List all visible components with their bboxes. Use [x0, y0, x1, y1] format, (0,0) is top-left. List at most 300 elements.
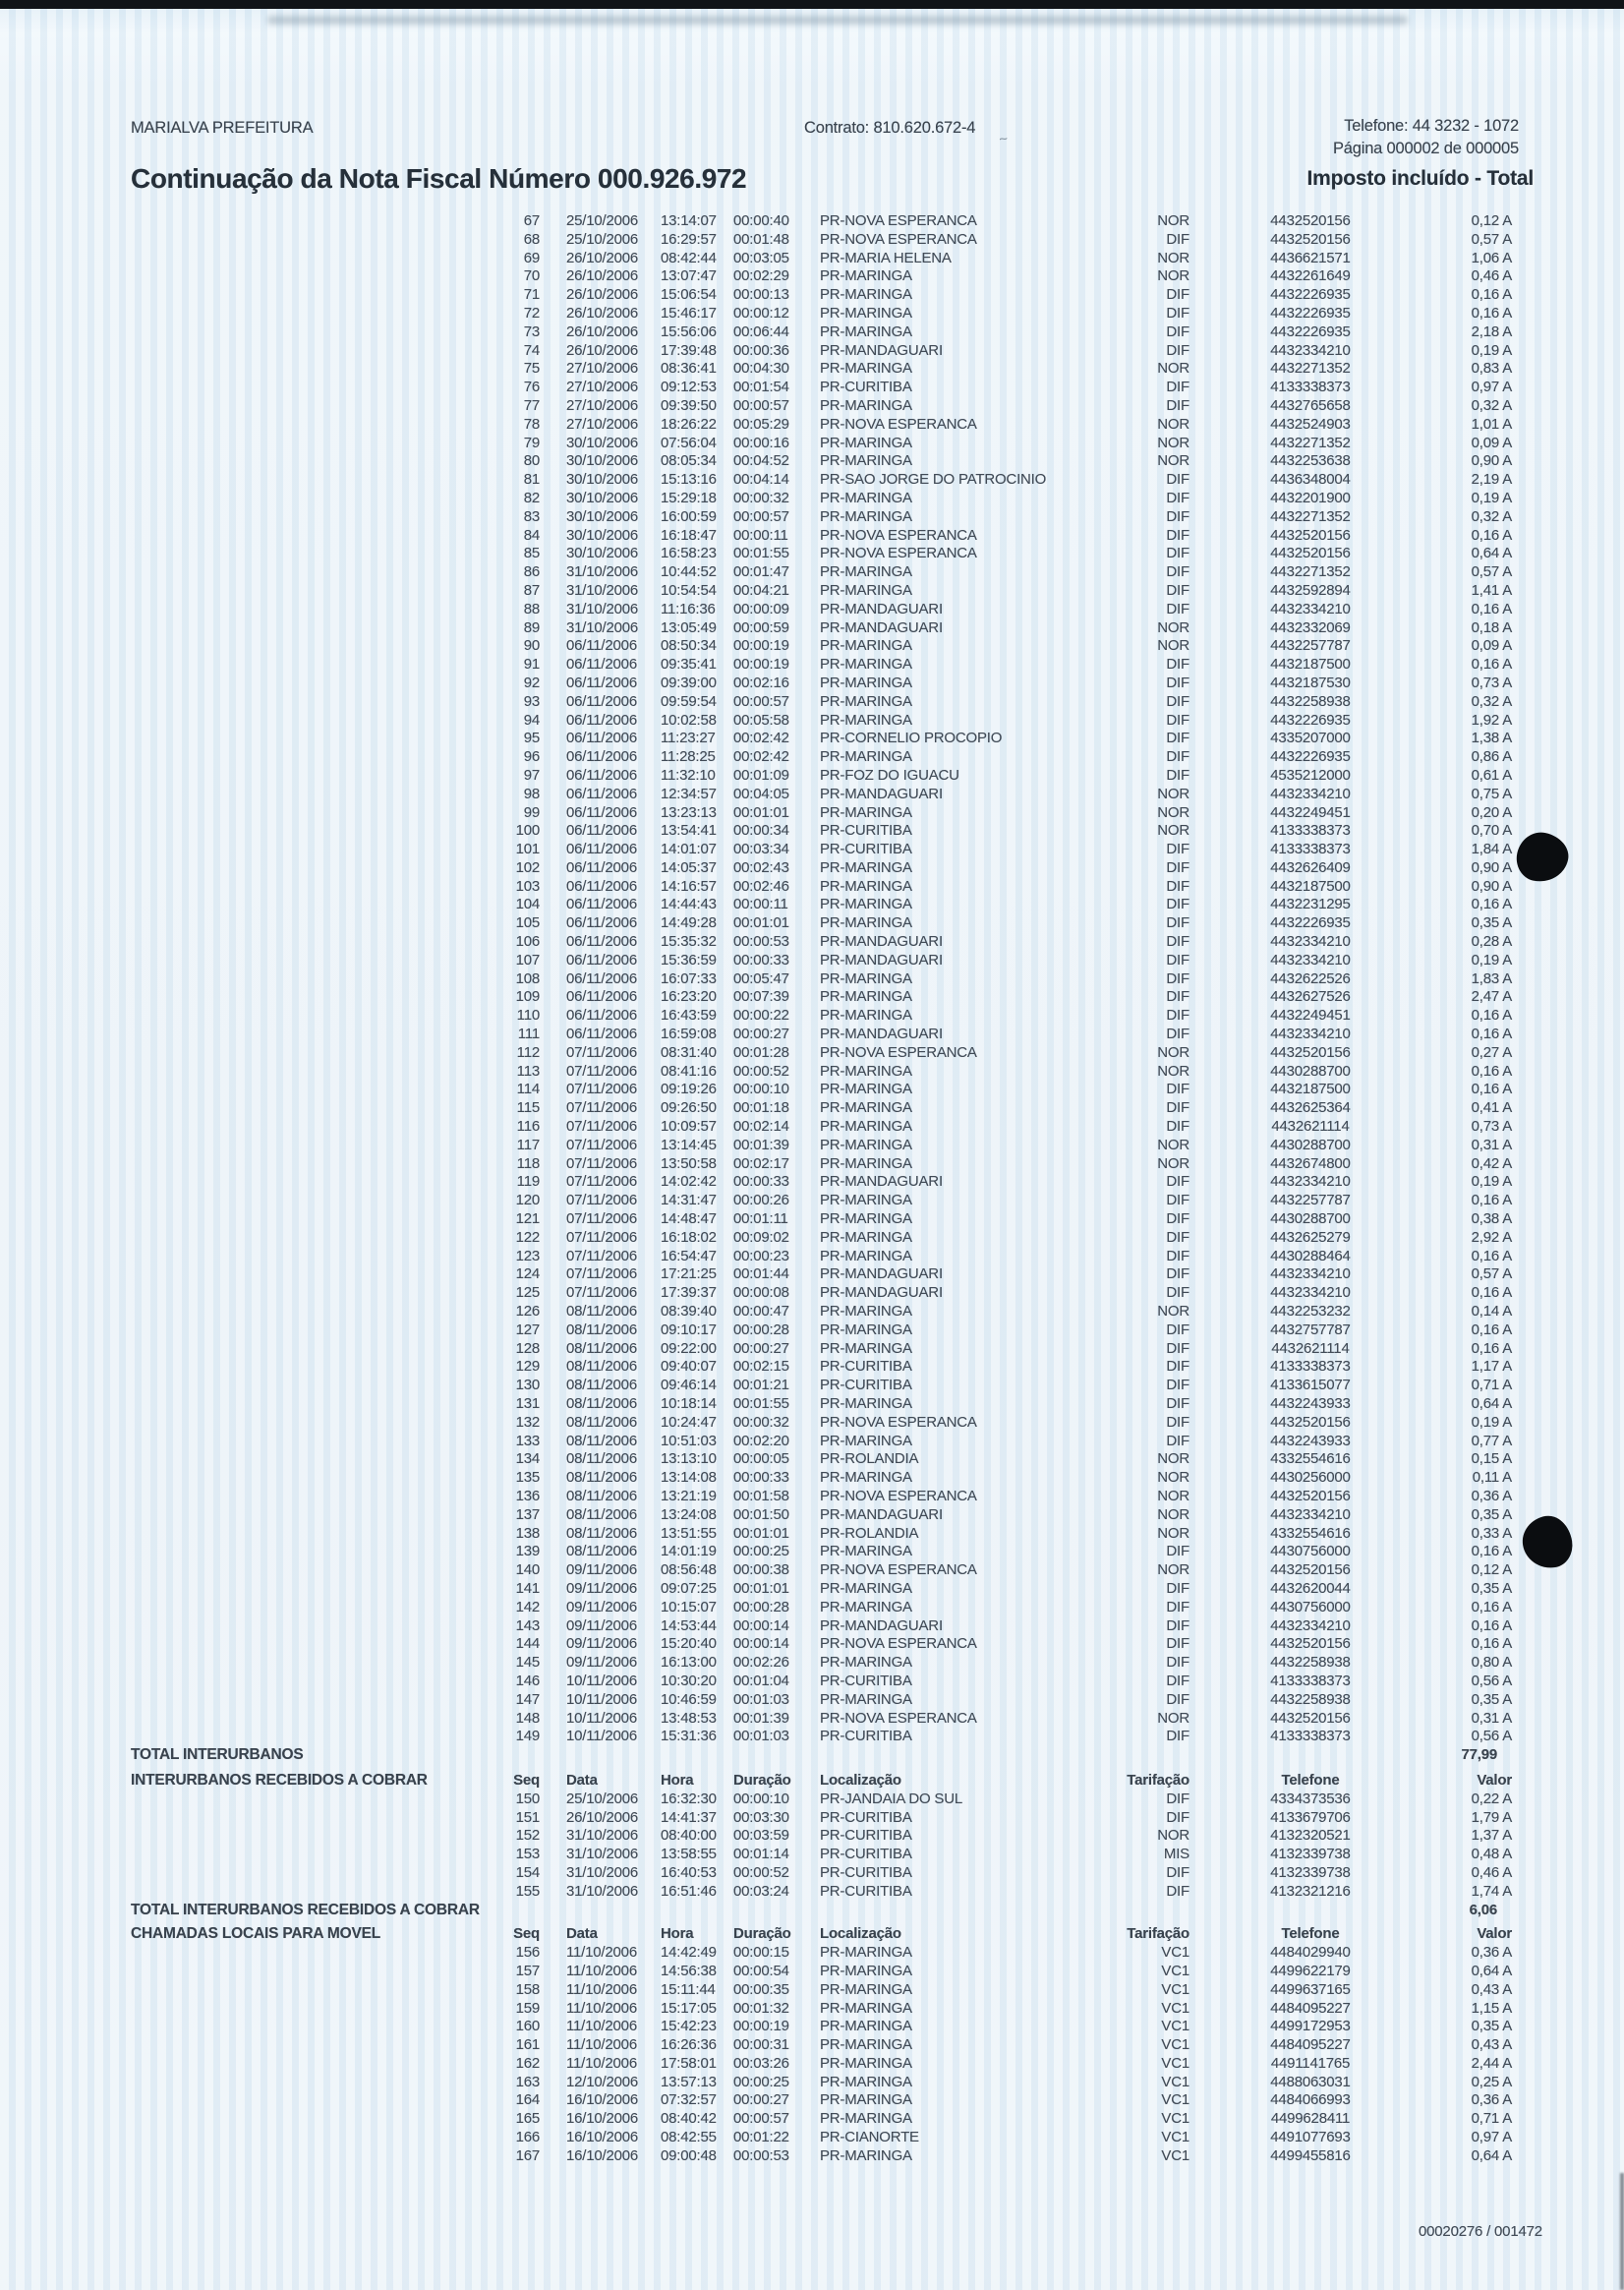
- cell-valor: 2,19 A: [1471, 471, 1512, 489]
- call-row: [0, 2018, 1624, 2036]
- cell-data: 30/10/2006: [566, 452, 639, 470]
- call-row: [0, 1210, 1624, 1229]
- cell-data: 07/11/2006: [566, 1247, 637, 1264]
- cell-duracao: 00:00:27: [733, 2091, 789, 2109]
- cell-telefone: 4499628411: [1270, 2110, 1351, 2128]
- cell-hora: 10:46:59: [661, 1690, 717, 1708]
- call-row: [0, 1118, 1624, 1137]
- cell-hora: 13:13:10: [661, 1450, 717, 1468]
- cell-tarifacao: DIF: [1166, 933, 1189, 951]
- cell-hora: 10:54:54: [661, 581, 717, 599]
- cell-hora: 14:01:19: [661, 1543, 717, 1560]
- cell-duracao: 00:02:14: [733, 1118, 789, 1136]
- cell-localizacao: PR-JANDAIA DO SUL: [820, 1790, 962, 1807]
- cell-telefone: 4432334210: [1270, 1026, 1351, 1043]
- cell-telefone: 4432520156: [1270, 1413, 1351, 1431]
- call-row: [0, 1673, 1624, 1691]
- call-row: [0, 1635, 1624, 1654]
- cell-data: 10/11/2006: [566, 1672, 637, 1689]
- cell-valor: 0,09 A: [1471, 637, 1512, 655]
- cell-telefone: 4499172953: [1270, 2018, 1351, 2035]
- cell-duracao: 00:00:05: [733, 1450, 789, 1468]
- cell-valor: 0,90 A: [1471, 452, 1512, 470]
- column-header-localizacao: Localização: [820, 1925, 901, 1943]
- cell-data: 06/11/2006: [566, 785, 637, 802]
- cell-seq: 150: [515, 1790, 540, 1807]
- total-label: TOTAL INTERURBANOS: [131, 1746, 304, 1764]
- cell-telefone: 4432765658: [1270, 396, 1351, 414]
- cell-duracao: 00:00:34: [733, 822, 789, 840]
- cell-data: 07/11/2006: [566, 1284, 637, 1302]
- cell-localizacao: PR-MARINGA: [820, 434, 912, 451]
- call-row: [0, 286, 1624, 305]
- cell-data: 06/11/2006: [566, 637, 637, 655]
- cell-tarifacao: NOR: [1157, 803, 1189, 821]
- cell-valor: 2,44 A: [1471, 2054, 1512, 2072]
- cell-data: 30/10/2006: [566, 507, 639, 525]
- section-header-row: [0, 1772, 1624, 1791]
- cell-localizacao: PR-MARINGA: [820, 1192, 912, 1209]
- cell-data: 07/11/2006: [566, 1192, 637, 1209]
- cell-data: 06/11/2006: [566, 841, 637, 858]
- cell-valor: 0,16 A: [1471, 1339, 1512, 1357]
- cell-duracao: 00:00:19: [733, 637, 789, 655]
- column-header-telefone: Telefone: [1281, 1771, 1340, 1789]
- cell-hora: 09:22:00: [661, 1339, 717, 1357]
- cell-data: 31/10/2006: [566, 581, 639, 599]
- cell-data: 06/11/2006: [566, 730, 637, 747]
- cell-hora: 17:21:25: [661, 1265, 717, 1283]
- cell-seq: 108: [515, 969, 540, 987]
- call-row: [0, 452, 1624, 471]
- cell-data: 27/10/2006: [566, 415, 639, 433]
- cell-data: 09/11/2006: [566, 1598, 637, 1615]
- cell-tarifacao: VC1: [1161, 2036, 1189, 2054]
- cell-tarifacao: DIF: [1166, 969, 1189, 987]
- cell-data: 06/11/2006: [566, 1026, 637, 1043]
- cell-telefone: 4432520156: [1270, 526, 1351, 544]
- cell-localizacao: PR-MANDAGUARI: [820, 600, 943, 617]
- call-row: [0, 1284, 1624, 1303]
- cell-hora: 16:18:47: [661, 526, 717, 544]
- cell-duracao: 00:00:27: [733, 1339, 789, 1357]
- cell-data: 26/10/2006: [566, 341, 639, 359]
- call-row: [0, 878, 1624, 897]
- cell-hora: 11:16:36: [661, 600, 716, 617]
- cell-duracao: 00:01:01: [733, 914, 789, 932]
- cell-duracao: 00:00:33: [733, 1173, 789, 1191]
- cell-seq: 157: [515, 1962, 540, 1979]
- cell-valor: 0,25 A: [1471, 2073, 1512, 2090]
- cell-hora: 16:32:30: [661, 1790, 717, 1807]
- cell-duracao: 00:03:59: [733, 1827, 789, 1845]
- call-row: [0, 1173, 1624, 1192]
- cell-tarifacao: DIF: [1166, 1882, 1189, 1900]
- call-row: [0, 767, 1624, 786]
- cell-tarifacao: DIF: [1166, 1247, 1189, 1264]
- cell-valor: 1,17 A: [1471, 1358, 1512, 1376]
- cell-data: 06/11/2006: [566, 692, 637, 710]
- cell-seq: 164: [515, 2091, 540, 2109]
- cell-tarifacao: DIF: [1166, 1635, 1189, 1653]
- cell-data: 06/11/2006: [566, 933, 637, 951]
- cell-seq: 115: [516, 1099, 540, 1117]
- cell-duracao: 00:03:05: [733, 249, 789, 266]
- cell-hora: 13:05:49: [661, 618, 717, 636]
- cell-data: 08/11/2006: [566, 1339, 637, 1357]
- cell-seq: 74: [523, 341, 540, 359]
- cell-data: 26/10/2006: [566, 323, 639, 340]
- call-records-table: [0, 212, 1624, 2166]
- call-row: [0, 952, 1624, 970]
- cell-duracao: 00:04:21: [733, 581, 789, 599]
- cell-localizacao: PR-NOVA ESPERANCA: [820, 1413, 977, 1431]
- cell-tarifacao: DIF: [1166, 1432, 1189, 1449]
- cell-telefone: 4432271352: [1270, 507, 1351, 525]
- call-row: [0, 1026, 1624, 1044]
- cell-hora: 09:07:25: [661, 1579, 717, 1597]
- cell-data: 08/11/2006: [566, 1395, 637, 1412]
- cell-hora: 16:18:02: [661, 1228, 717, 1246]
- call-row: [0, 933, 1624, 952]
- cell-hora: 15:42:23: [661, 2018, 717, 2035]
- cell-valor: 0,46 A: [1471, 1863, 1512, 1881]
- cell-telefone: 4430288700: [1270, 1210, 1351, 1228]
- cell-localizacao: PR-CURITIBA: [820, 1672, 912, 1689]
- cell-duracao: 00:01:44: [733, 1265, 789, 1283]
- cell-seq: 70: [523, 267, 540, 285]
- cell-localizacao: PR-MARINGA: [820, 1432, 912, 1449]
- total-value: 77,99: [1461, 1746, 1497, 1764]
- cell-seq: 91: [523, 656, 540, 674]
- cell-telefone: 4432249451: [1270, 1007, 1351, 1025]
- cell-hora: 11:28:25: [661, 748, 716, 766]
- cell-seq: 114: [516, 1081, 540, 1098]
- cell-hora: 07:56:04: [661, 434, 717, 451]
- cell-seq: 137: [515, 1505, 540, 1523]
- cell-seq: 140: [515, 1561, 540, 1579]
- cell-telefone: 4335207000: [1270, 730, 1351, 747]
- cell-valor: 0,31 A: [1471, 1136, 1512, 1153]
- cell-telefone: 4432253638: [1270, 452, 1351, 470]
- cell-tarifacao: DIF: [1166, 656, 1189, 674]
- cell-duracao: 00:00:38: [733, 1561, 789, 1579]
- cell-data: 06/11/2006: [566, 858, 637, 876]
- call-row: [0, 693, 1624, 712]
- cell-localizacao: PR-NOVA ESPERANCA: [820, 415, 977, 433]
- cell-localizacao: PR-MARINGA: [820, 988, 912, 1006]
- cell-telefone: 4499455816: [1270, 2146, 1351, 2164]
- cell-tarifacao: DIF: [1166, 1413, 1189, 1431]
- cell-tarifacao: DIF: [1166, 748, 1189, 766]
- cell-telefone: 4436348004: [1270, 471, 1351, 489]
- cell-tarifacao: DIF: [1166, 526, 1189, 544]
- cell-tarifacao: DIF: [1166, 1654, 1189, 1672]
- call-row: [0, 1488, 1624, 1506]
- cell-localizacao: PR-MARINGA: [820, 2054, 912, 2072]
- cell-hora: 09:46:14: [661, 1377, 717, 1394]
- call-row: [0, 2091, 1624, 2110]
- cell-hora: 13:21:19: [661, 1487, 717, 1504]
- cell-duracao: 00:00:59: [733, 618, 789, 636]
- section-title: CHAMADAS LOCAIS PARA MOVEL: [131, 1925, 380, 1943]
- section-total-row: [0, 1746, 1624, 1765]
- cell-valor: 0,16 A: [1471, 1616, 1512, 1634]
- column-header-hora: Hora: [661, 1771, 694, 1789]
- cell-valor: 0,56 A: [1471, 1728, 1512, 1745]
- cell-valor: 0,57 A: [1471, 1265, 1512, 1283]
- call-row: [0, 231, 1624, 250]
- cell-localizacao: PR-MARINGA: [820, 452, 912, 470]
- call-row: [0, 416, 1624, 435]
- cell-localizacao: PR-MARINGA: [820, 2146, 912, 2164]
- cell-seq: 82: [523, 489, 540, 506]
- cell-tarifacao: MIS: [1163, 1846, 1189, 1863]
- cell-tarifacao: NOR: [1157, 415, 1189, 433]
- cell-data: 06/11/2006: [566, 951, 637, 969]
- cell-seq: 69: [523, 249, 540, 266]
- cell-seq: 147: [515, 1690, 540, 1708]
- cell-localizacao: PR-ROLANDIA: [820, 1524, 919, 1542]
- cell-tarifacao: DIF: [1166, 1728, 1189, 1745]
- cell-valor: 0,46 A: [1471, 267, 1512, 285]
- company-name: MARIALVA PREFEITURA: [131, 119, 314, 137]
- cell-localizacao: PR-CURITIBA: [820, 1377, 912, 1394]
- call-row: [0, 970, 1624, 989]
- cell-valor: 0,70 A: [1471, 822, 1512, 840]
- cell-hora: 10:02:58: [661, 711, 717, 729]
- cell-localizacao: PR-MARINGA: [820, 2018, 912, 2035]
- cell-seq: 94: [523, 711, 540, 729]
- cell-duracao: 00:03:24: [733, 1882, 789, 1900]
- cell-tarifacao: NOR: [1157, 1043, 1189, 1061]
- cell-tarifacao: DIF: [1166, 858, 1189, 876]
- cell-seq: 136: [515, 1487, 540, 1504]
- cell-seq: 97: [523, 766, 540, 784]
- cell-localizacao: PR-MARINGA: [820, 267, 912, 285]
- cell-duracao: 00:02:16: [733, 674, 789, 691]
- cell-data: 11/10/2006: [566, 1980, 637, 1998]
- cell-duracao: 00:01:58: [733, 1487, 789, 1504]
- cell-seq: 153: [515, 1846, 540, 1863]
- cell-valor: 2,47 A: [1471, 988, 1512, 1006]
- cell-hora: 14:44:43: [661, 896, 717, 913]
- cell-seq: 126: [515, 1303, 540, 1321]
- cell-seq: 134: [515, 1450, 540, 1468]
- cell-telefone: 4432592894: [1270, 581, 1351, 599]
- cell-data: 26/10/2006: [566, 249, 639, 266]
- cell-hora: 14:42:49: [661, 1944, 717, 1962]
- cell-tarifacao: DIF: [1166, 1579, 1189, 1597]
- cell-valor: 0,16 A: [1471, 656, 1512, 674]
- cell-tarifacao: NOR: [1157, 1136, 1189, 1153]
- cell-tarifacao: DIF: [1166, 1265, 1189, 1283]
- cell-valor: 0,36 A: [1471, 2091, 1512, 2109]
- call-row: [0, 1137, 1624, 1155]
- cell-data: 12/10/2006: [566, 2073, 639, 2090]
- call-row: [0, 360, 1624, 379]
- cell-hora: 08:41:16: [661, 1062, 717, 1080]
- call-row: [0, 748, 1624, 767]
- cell-telefone: 4432627526: [1270, 988, 1351, 1006]
- call-row: [0, 1963, 1624, 1981]
- cell-seq: 78: [523, 415, 540, 433]
- cell-seq: 123: [515, 1247, 540, 1264]
- cell-hora: 09:12:53: [661, 379, 717, 396]
- cell-hora: 15:11:44: [661, 1980, 716, 1998]
- cell-valor: 1,06 A: [1471, 249, 1512, 266]
- cell-valor: 0,90 A: [1471, 858, 1512, 876]
- cell-localizacao: PR-MARINGA: [820, 2091, 912, 2109]
- cell-data: 25/10/2006: [566, 1790, 639, 1807]
- cell-duracao: 00:04:30: [733, 360, 789, 378]
- cell-tarifacao: DIF: [1166, 1081, 1189, 1098]
- cell-tarifacao: NOR: [1157, 1827, 1189, 1845]
- call-row: [0, 914, 1624, 933]
- cell-telefone: 4432520156: [1270, 545, 1351, 562]
- cell-hora: 08:42:55: [661, 2129, 717, 2146]
- cell-valor: 0,16 A: [1471, 526, 1512, 544]
- cell-data: 07/11/2006: [566, 1154, 637, 1172]
- cell-tarifacao: NOR: [1157, 434, 1189, 451]
- call-row: [0, 379, 1624, 397]
- cell-seq: 122: [515, 1228, 540, 1246]
- cell-seq: 148: [515, 1709, 540, 1727]
- cell-telefone: 4432226935: [1270, 323, 1351, 340]
- column-header-hora: Hora: [661, 1925, 694, 1943]
- cell-valor: 0,16 A: [1471, 1247, 1512, 1264]
- cell-valor: 0,57 A: [1471, 230, 1512, 248]
- cell-data: 16/10/2006: [566, 2146, 639, 2164]
- page-indicator: Página 000002 de 000005: [1332, 140, 1519, 157]
- cell-telefone: 4432187500: [1270, 656, 1351, 674]
- call-row: [0, 1827, 1624, 1846]
- cell-data: 06/11/2006: [566, 1007, 637, 1025]
- cell-data: 06/11/2006: [566, 748, 637, 766]
- cell-valor: 0,35 A: [1471, 2018, 1512, 2035]
- call-row: [0, 1543, 1624, 1561]
- cell-tarifacao: DIF: [1166, 1616, 1189, 1634]
- cell-telefone: 4432334210: [1270, 341, 1351, 359]
- cell-data: 08/11/2006: [566, 1543, 637, 1560]
- cell-valor: 0,19 A: [1471, 1413, 1512, 1431]
- cell-duracao: 00:01:11: [733, 1210, 788, 1228]
- cell-seq: 132: [515, 1413, 540, 1431]
- cell-valor: 0,35 A: [1471, 1579, 1512, 1597]
- cell-duracao: 00:00:14: [733, 1616, 789, 1634]
- cell-localizacao: PR-CORNELIO PROCOPIO: [820, 730, 1003, 747]
- cell-hora: 13:58:55: [661, 1846, 717, 1863]
- cell-telefone: 4491077693: [1270, 2129, 1351, 2146]
- cell-valor: 0,20 A: [1471, 803, 1512, 821]
- cell-seq: 154: [515, 1863, 540, 1881]
- cell-telefone: 4432334210: [1270, 1505, 1351, 1523]
- cell-data: 07/11/2006: [566, 1043, 637, 1061]
- call-row: [0, 1599, 1624, 1617]
- cell-telefone: 4432257787: [1270, 637, 1351, 655]
- call-row: [0, 804, 1624, 823]
- cell-telefone: 4432226935: [1270, 286, 1351, 304]
- cell-telefone: 4432626409: [1270, 858, 1351, 876]
- cell-data: 31/10/2006: [566, 600, 639, 617]
- cell-duracao: 00:02:42: [733, 730, 789, 747]
- cell-hora: 09:00:48: [661, 2146, 717, 2164]
- cell-localizacao: PR-MARINGA: [820, 1944, 912, 1962]
- cell-duracao: 00:00:12: [733, 304, 789, 322]
- cell-hora: 12:34:57: [661, 785, 717, 802]
- cell-seq: 160: [515, 2018, 540, 2035]
- cell-seq: 163: [515, 2073, 540, 2090]
- cell-seq: 162: [515, 2054, 540, 2072]
- pen-mark: ~: [998, 130, 1010, 148]
- cell-hora: 09:10:17: [661, 1321, 717, 1338]
- cell-telefone: 4432226935: [1270, 914, 1351, 932]
- cell-telefone: 4432674800: [1270, 1154, 1351, 1172]
- call-row: [0, 1433, 1624, 1451]
- cell-duracao: 00:01:01: [733, 1524, 789, 1542]
- call-row: [0, 1377, 1624, 1395]
- cell-tarifacao: DIF: [1166, 1210, 1189, 1228]
- cell-tarifacao: VC1: [1161, 2110, 1189, 2128]
- cell-data: 06/11/2006: [566, 969, 637, 987]
- cell-localizacao: PR-MARINGA: [820, 858, 912, 876]
- call-row: [0, 2036, 1624, 2055]
- cell-tarifacao: DIF: [1166, 1598, 1189, 1615]
- cell-localizacao: PR-CURITIBA: [820, 841, 912, 858]
- cell-seq: 81: [523, 471, 540, 489]
- cell-hora: 07:32:57: [661, 2091, 717, 2109]
- cell-hora: 15:46:17: [661, 304, 717, 322]
- call-row: [0, 730, 1624, 748]
- cell-telefone: 4535212000: [1270, 766, 1351, 784]
- cell-valor: 0,22 A: [1471, 1790, 1512, 1807]
- cell-data: 27/10/2006: [566, 360, 639, 378]
- cell-tarifacao: DIF: [1166, 1543, 1189, 1560]
- cell-telefone: 4430756000: [1270, 1598, 1351, 1615]
- total-label: TOTAL INTERURBANOS RECEBIDOS A COBRAR: [131, 1901, 480, 1918]
- cell-localizacao: PR-MARINGA: [820, 1339, 912, 1357]
- cell-seq: 117: [516, 1136, 540, 1153]
- cell-localizacao: PR-MARINGA: [820, 1999, 912, 2017]
- cell-valor: 0,09 A: [1471, 434, 1512, 451]
- document-control-number: 00020276 / 001472: [1419, 2223, 1542, 2240]
- cell-valor: 0,90 A: [1471, 877, 1512, 895]
- cell-data: 11/10/2006: [566, 1944, 637, 1962]
- call-row: [0, 250, 1624, 268]
- cell-valor: 0,32 A: [1471, 692, 1512, 710]
- cell-telefone: 4432520156: [1270, 1709, 1351, 1727]
- cell-telefone: 4432226935: [1270, 711, 1351, 729]
- cell-duracao: 00:00:13: [733, 286, 789, 304]
- cell-duracao: 00:01:21: [733, 1377, 789, 1394]
- cell-telefone: 4432226935: [1270, 304, 1351, 322]
- cell-duracao: 00:00:52: [733, 1863, 789, 1881]
- cell-hora: 16:13:00: [661, 1654, 717, 1672]
- cell-hora: 08:40:42: [661, 2110, 717, 2128]
- cell-data: 10/11/2006: [566, 1709, 637, 1727]
- cell-hora: 14:16:57: [661, 877, 717, 895]
- cell-hora: 10:30:20: [661, 1672, 717, 1689]
- cell-data: 08/11/2006: [566, 1413, 637, 1431]
- cell-seq: 68: [523, 230, 540, 248]
- cell-tarifacao: NOR: [1157, 1469, 1189, 1487]
- call-row: [0, 1155, 1624, 1174]
- cell-telefone: 4432261649: [1270, 267, 1351, 285]
- cell-telefone: 4133338373: [1270, 841, 1351, 858]
- cell-localizacao: PR-MARINGA: [820, 1395, 912, 1412]
- cell-telefone: 4432520156: [1270, 1635, 1351, 1653]
- cell-data: 10/11/2006: [566, 1728, 637, 1745]
